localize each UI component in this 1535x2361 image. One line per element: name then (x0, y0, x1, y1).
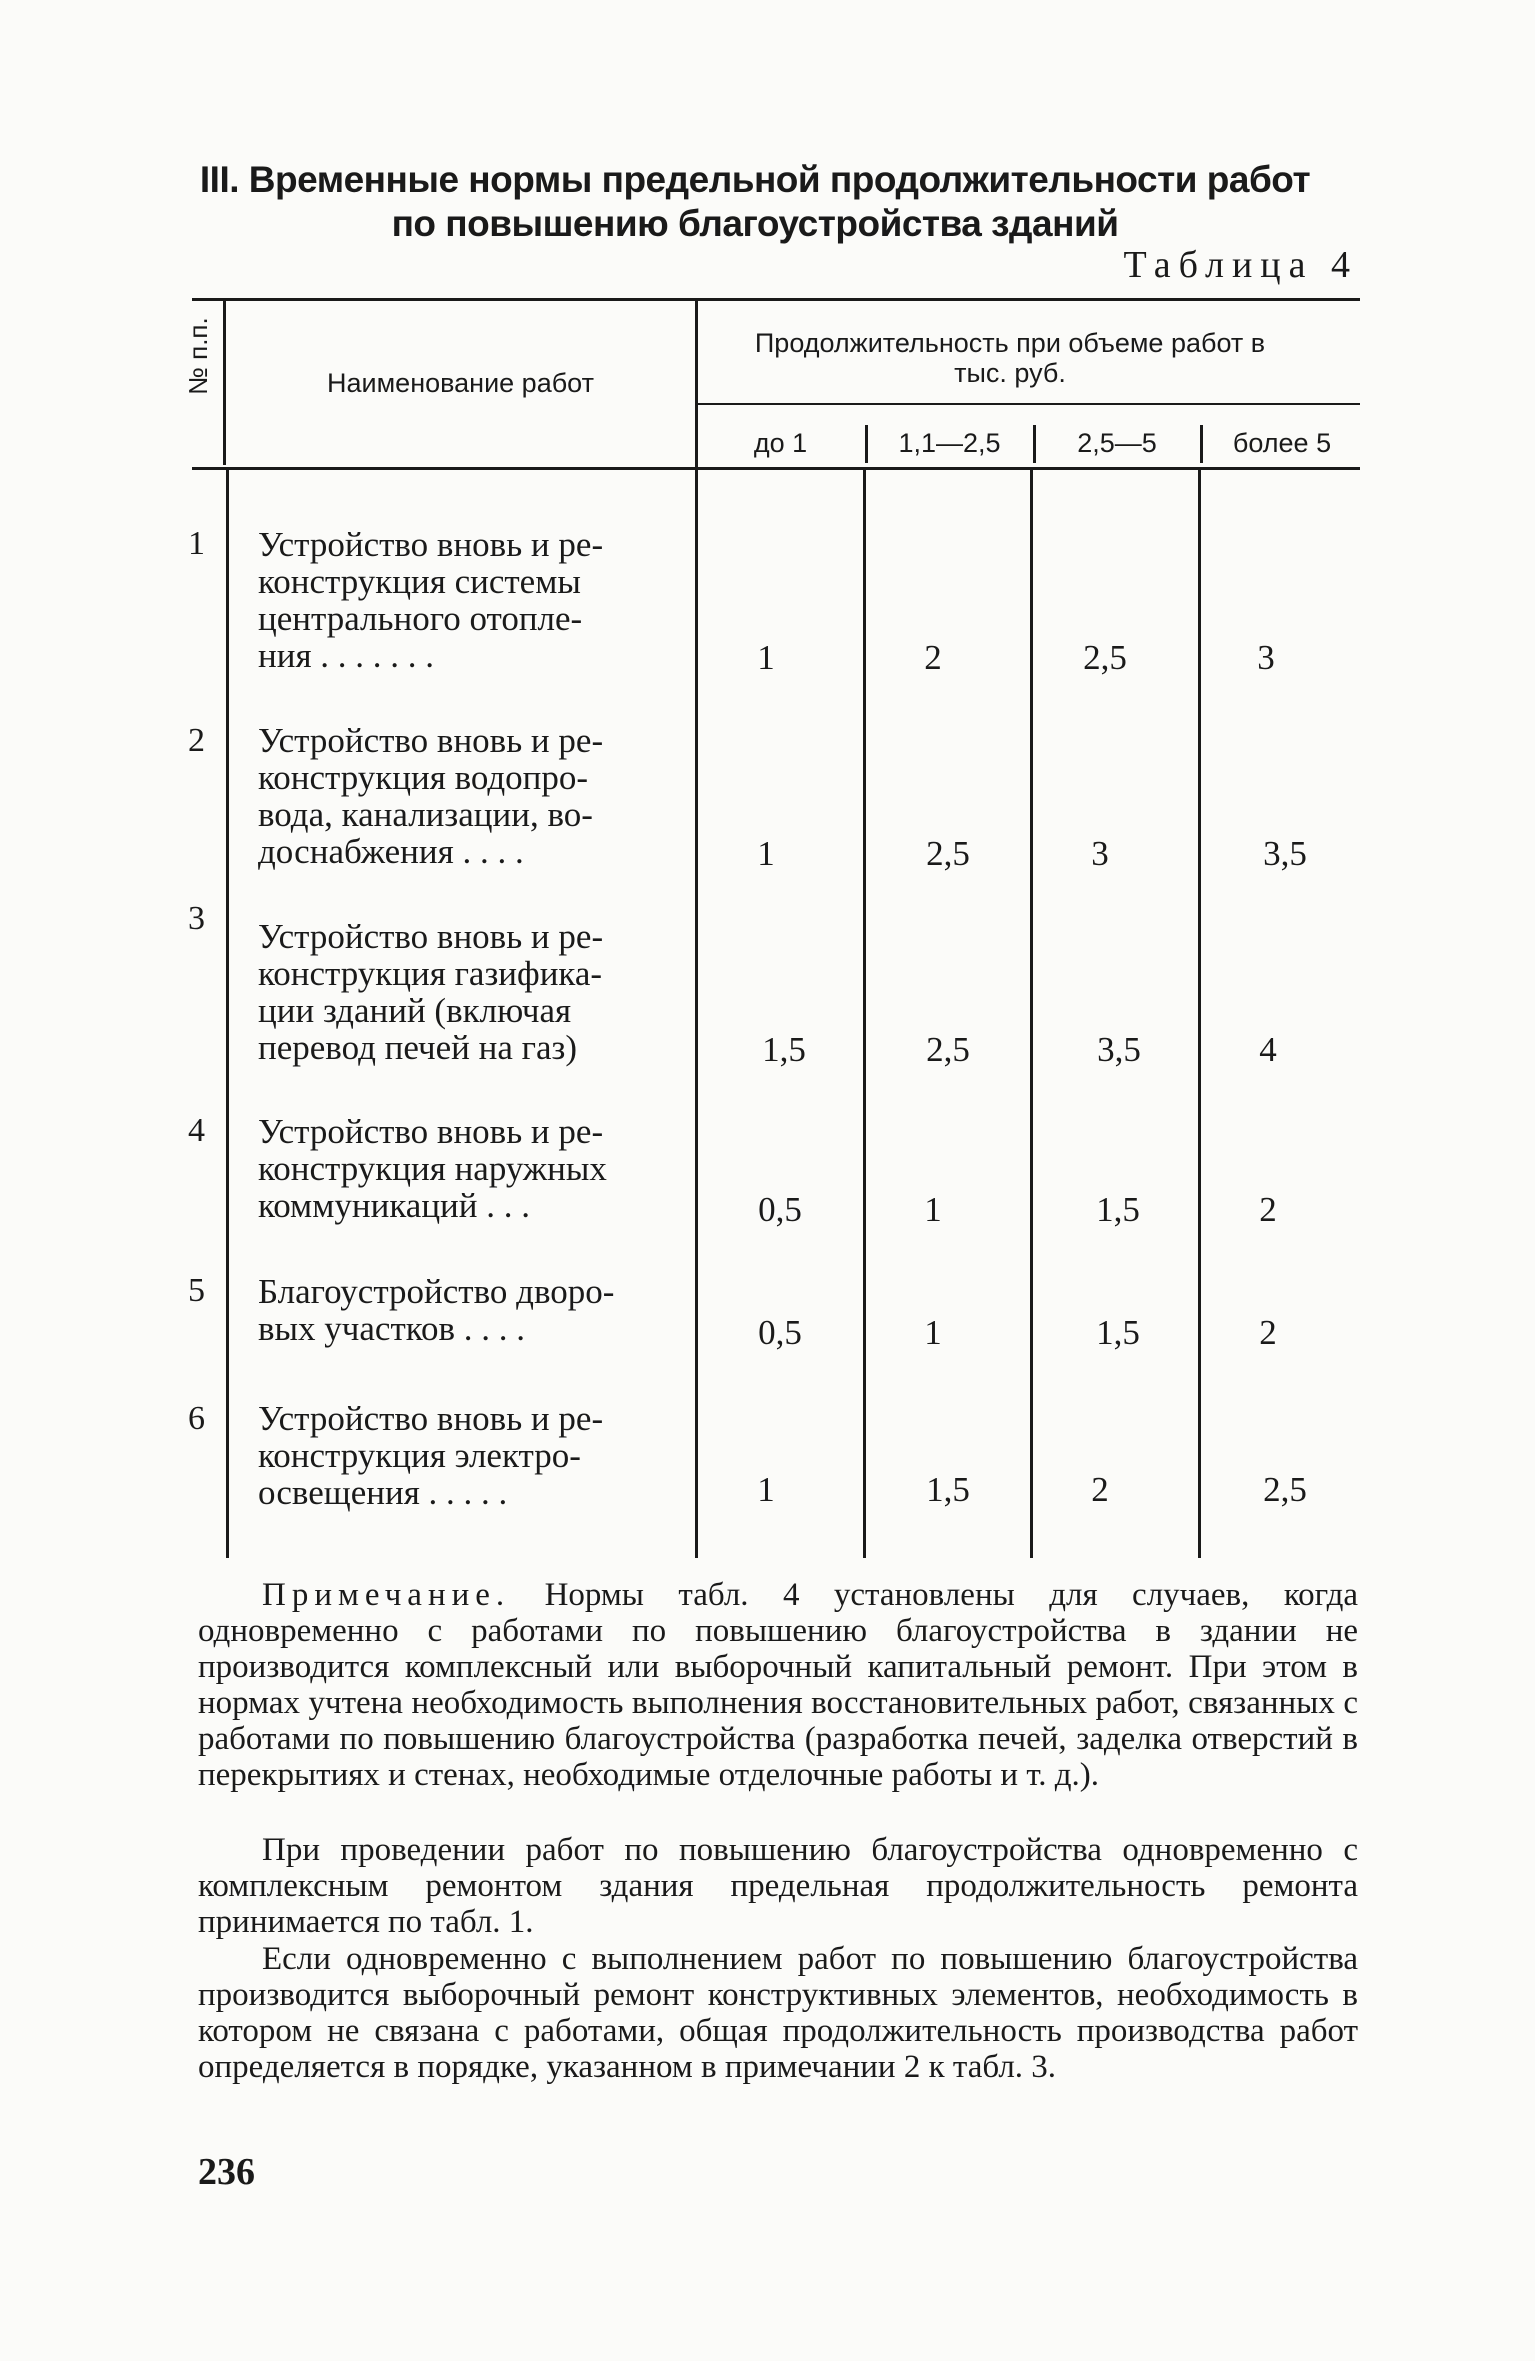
row-4-num: 4 (188, 1112, 205, 1149)
row-2-name: Устройство вновь и ре- конструкция водопро- вода, канализации, во- доснабжения . . . . (258, 721, 604, 871)
col-divider-num (223, 300, 226, 465)
note-heading: Примечание. (262, 1577, 511, 1613)
row-2-val-1: 1 (757, 834, 775, 873)
body-divider-num (226, 468, 229, 1558)
body-divider-name (695, 468, 698, 1558)
row-4-val-2: 1 (924, 1190, 942, 1229)
row-3-val-3: 3,5 (1097, 1030, 1141, 1069)
row-2-num: 2 (188, 722, 205, 759)
row-4-name: Устройство вновь и ре- конструкция наружных коммуникаций . . . (258, 1112, 607, 1225)
note-paragraph-2: При проведении работ по повышению благоустройства одновременно с комплексным ремонтом здания предельная продолжительность ремонта принимается по табл. 1. (198, 1832, 1358, 1940)
note-text-1: Нормы табл. 4 установлены для случаев, когда одновременно с работами по повышению благоустройства в здании не производится комплексный или выборочный капитальный ремонт. При этом в нормах учтена необходимость выполнения восстановительных работ, связанных с работами по повышению благоустройства (разработка печей, заделка отверстий в перекрытиях и стенах, необходимые отделочные работы и т. д.). (198, 1577, 1358, 1793)
header-bottom-rule (192, 467, 1360, 470)
table-top-rule (192, 298, 1360, 301)
row-2-val-4: 3,5 (1263, 834, 1307, 873)
header-col-1: до 1 (753, 428, 808, 458)
header-sub-rule (695, 403, 1360, 405)
body-divider-3 (1198, 470, 1201, 1558)
row-1-num: 1 (188, 525, 205, 562)
row-6-val-1: 1 (757, 1470, 775, 1509)
title-line-1: III. Временные нормы предельной продолжительности работ (199, 159, 1311, 200)
row-4-val-3: 1,5 (1096, 1190, 1140, 1229)
row-2-val-2: 2,5 (926, 834, 970, 873)
body-divider-1 (863, 470, 866, 1558)
row-5-val-1: 0,5 (758, 1313, 802, 1352)
table-label: Таблица 4 (1123, 244, 1358, 286)
row-5-val-2: 1 (924, 1313, 942, 1352)
row-6-name: Устройство вновь и ре- конструкция электро- освещения . . . . . (258, 1399, 604, 1512)
row-2-val-3: 3 (1091, 834, 1109, 873)
title-line-2: по повышению благоустройства зданий (391, 203, 1119, 244)
row-5-val-4: 2 (1259, 1313, 1277, 1352)
header-col-3: 2,5—5 (1077, 428, 1157, 458)
row-1-val-1: 1 (757, 638, 775, 677)
section-title (190, 158, 1320, 246)
header-num: № п.п. (183, 317, 213, 395)
row-5-num: 5 (188, 1272, 205, 1309)
row-1-val-4: 3 (1257, 638, 1275, 677)
header-col-4: более 5 (1232, 428, 1332, 458)
note-paragraph-3: Если одновременно с выполнением работ по повышению благоустройства производится выборочный ремонт конструктивных элементов, необходимость в котором не связана с работами, общая продолжительность производства работ определяется в порядке, указанном в примечании 2 к табл. 3. (198, 1941, 1358, 2085)
row-5-name: Благоустройство дворо- вых участков . . . . (258, 1272, 615, 1348)
row-3-name: Устройство вновь и ре- конструкция газифика- ции зданий (включая перевод печей на газ) (258, 917, 604, 1067)
header-col-2: 1,1—2,5 (898, 428, 1001, 458)
row-6-num: 6 (188, 1400, 205, 1437)
row-6-val-4: 2,5 (1263, 1470, 1307, 1509)
row-4-val-1: 0,5 (758, 1190, 802, 1229)
row-3-num: 3 (188, 900, 205, 937)
row-6-val-2: 1,5 (926, 1470, 970, 1509)
row-6-val-3: 2 (1091, 1470, 1109, 1509)
note-paragraph-1 (198, 1577, 1358, 1793)
row-1-val-2: 2 (924, 638, 942, 677)
header-name: Наименование работ (327, 368, 594, 398)
row-3-val-2: 2,5 (926, 1030, 970, 1069)
row-3-val-1: 1,5 (762, 1030, 806, 1069)
row-1-name: Устройство вновь и ре- конструкция системы центрального отопле- ния . . . . . . . (258, 525, 604, 675)
row-1-val-3: 2,5 (1083, 638, 1127, 677)
row-3-val-4: 4 (1259, 1030, 1277, 1069)
row-5-val-3: 1,5 (1096, 1313, 1140, 1352)
page-number: 236 (198, 2151, 255, 2193)
row-4-val-4: 2 (1259, 1190, 1277, 1229)
header-duration: Продолжительность при объеме работ в тыс. руб. (754, 328, 1266, 388)
body-divider-2 (1030, 470, 1033, 1558)
